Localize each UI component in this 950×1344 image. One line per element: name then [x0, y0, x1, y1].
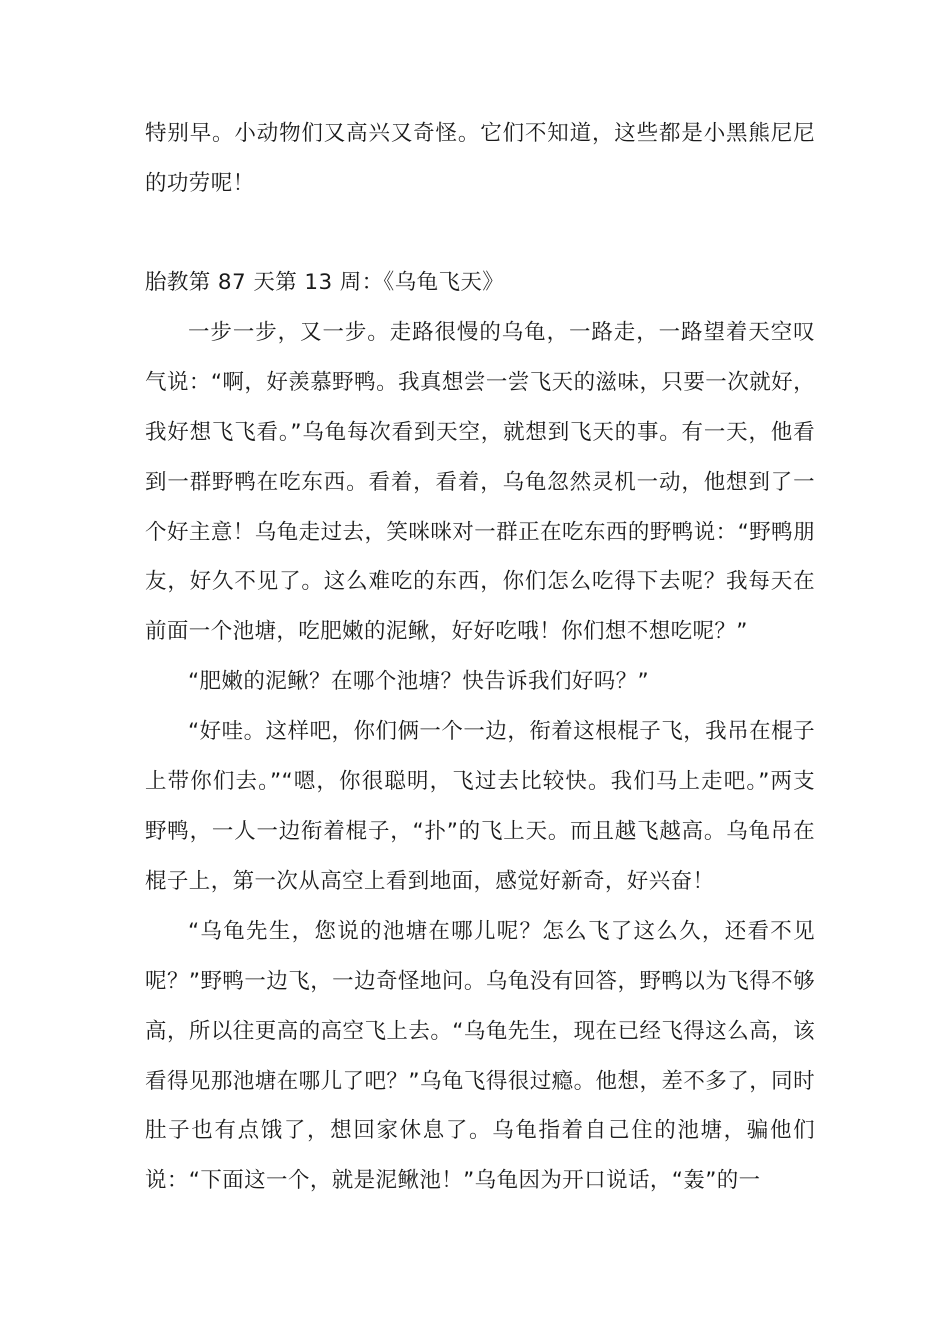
intro-section: [145, 109, 815, 209]
story-paragraph-1: 一步一步，又一步。走路很慢的乌龟，一路走，一路望着天空叹气说：“啊，好羡慕野鸭。我真想尝一尝飞天的滋味，只要一次就好，我好想飞飞看。”乌龟每次看到天空，就想到飞天的事。有一天，他看到一群野鸭在吃东西。看着，看着，乌龟忽然灵机一动，他想到了一个好主意！乌龟走过去，笑咪咪对一群正在吃东西的野鸭说：“野鸭朋友，好久不见了。这么难吃的东西，你们怎么吃得下去呢？我每天在前面一个池塘，吃肥嫩的泥鳅，好好吃哦！你们想不想吃呢？”: [145, 319, 815, 645]
section-title: 胎教第 87 天第 13 周：《乌龟飞天》: [145, 270, 505, 295]
story-paragraph-2: “肥嫩的泥鳅？在哪个池塘？快告诉我们好吗？”: [188, 669, 650, 695]
story-paragraph-4: “乌龟先生，您说的池塘在哪儿呢？怎么飞了这么久，还看不见呢？”野鸭一边飞，一边奇怪地问。乌龟没有回答，野鸭以为飞得不够高，所以往更高的高空飞上去。“乌龟先生，现在已经飞得这么高，该看得见那池塘在哪儿了吧？”乌龟飞得很过瘾。他想，差不多了，同时肚子也有点饿了，想回家休息了。乌龟指着自己住的池塘，骗他们说：“下面这一个，就是泥鳅池！”乌龟因为开口说话，“轰”的一: [145, 918, 815, 1194]
story-section: [145, 258, 815, 1206]
intro-paragraph: 特别早。小动物们又高兴又奇怪。它们不知道，这些都是小黑熊尼尼的功劳呢！: [145, 121, 815, 196]
story-paragraph-3: “好哇。这样吧，你们俩一个一边，衔着这根棍子飞，我吊在棍子上带你们去。”“嗯，你很聪明，飞过去比较快。我们马上走吧。”两支野鸭，一人一边衔着棍子，“扑”的飞上天。而且越飞越高。乌龟吊在棍子上，第一次从高空上看到地面，感觉好新奇，好兴奋！: [145, 719, 815, 894]
